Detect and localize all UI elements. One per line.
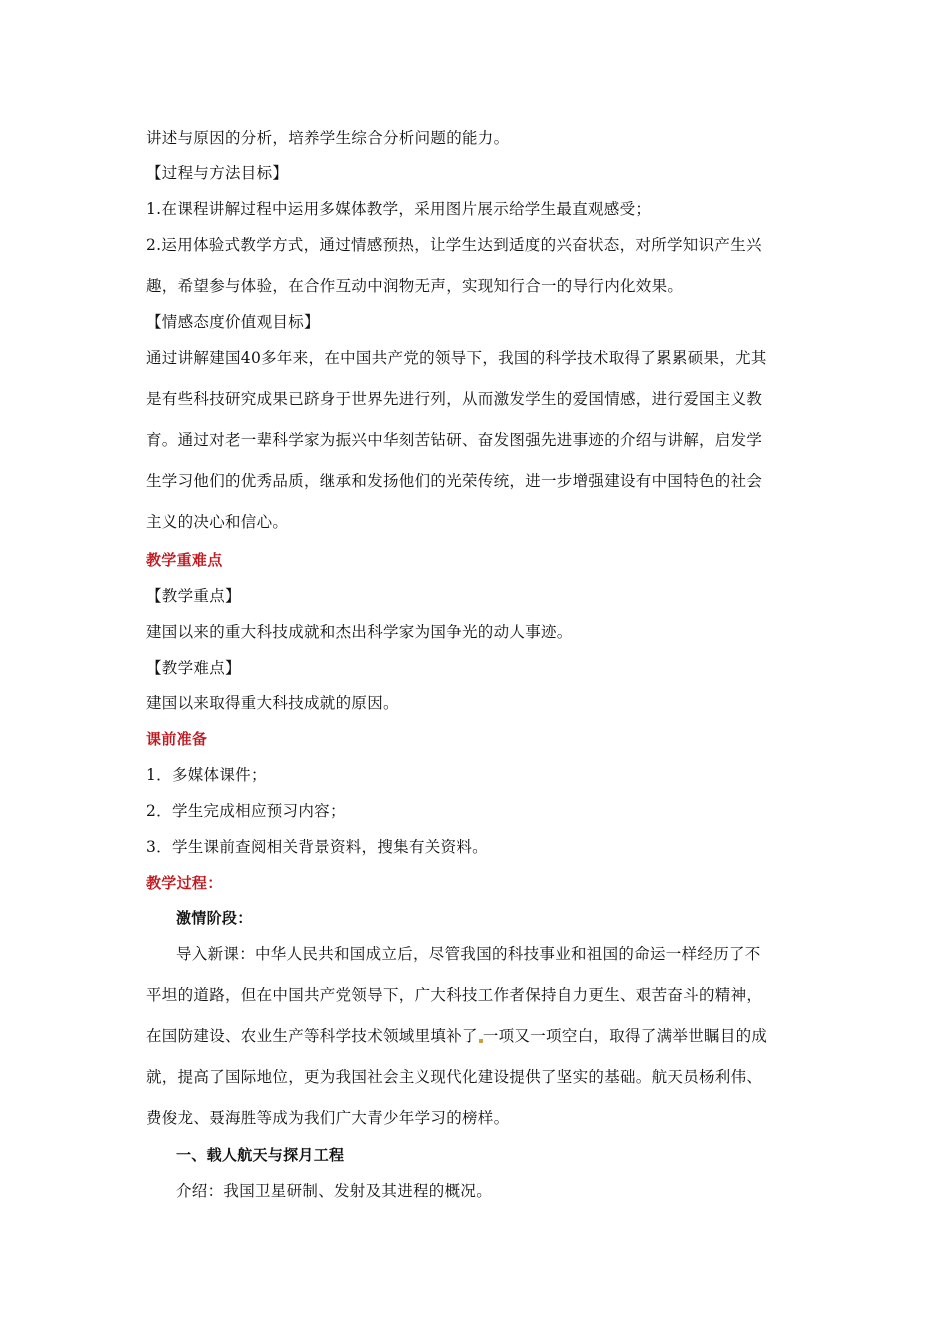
heading-difficulty: 【教学难点】	[146, 659, 241, 677]
paragraph-line: 主义的决心和信心。	[146, 513, 289, 531]
section-heading-preparation: 课前准备	[146, 730, 208, 748]
text-span: 在国防建设、农业生产等科学技术领域里填补了	[146, 1027, 478, 1045]
paragraph-line: 是有些科技研究成果已跻身于世界先进行列，从而激发学生的爱国情感，进行爱国主义教	[146, 390, 763, 408]
list-item: 3．学生课前查阅相关背景资料，搜集有关资料。	[146, 838, 488, 856]
section-heading-teaching-process: 教学过程：	[146, 874, 223, 892]
paragraph-line: 1.在课程讲解过程中运用多媒体教学，采用图片展示给学生最直观感受；	[146, 200, 652, 218]
stage-heading: 激情阶段：	[176, 909, 253, 927]
paragraph-line: 建国以来的重大科技成就和杰出科学家为国争光的动人事迹。	[146, 623, 573, 641]
paragraph-line: 费俊龙、聂海胜等成为我们广大青少年学习的榜样。	[146, 1109, 510, 1127]
section-heading-key-points: 教学重难点	[146, 551, 223, 569]
section-heading-space: 一、载人航天与探月工程	[176, 1146, 345, 1164]
list-item: 2．学生完成相应预习内容；	[146, 802, 346, 820]
heading-focus: 【教学重点】	[146, 587, 241, 605]
paragraph-line: 2.运用体验式教学方式，通过情感预热，让学生达到适度的兴奋状态，对所学知识产生兴	[146, 236, 762, 254]
heading-emotion-goals: 【情感态度价值观目标】	[146, 313, 320, 331]
paragraph-line	[146, 1026, 767, 1046]
paragraph-line: 育。通过对老一辈科学家为振兴中华刻苦钻研、奋发图强先进事迹的介绍与讲解，启发学	[146, 431, 763, 449]
paragraph-line: 平坦的道路，但在中国共产党领导下，广大科技工作者保持自力更生、艰苦奋斗的精神，	[146, 986, 763, 1004]
paragraph-line: 生学习他们的优秀品质，继承和发扬他们的光荣传统，进一步增强建设有中国特色的社会	[146, 472, 763, 490]
heading-process-goals: 【过程与方法目标】	[146, 164, 289, 182]
paragraph-line: 导入新课：中华人民共和国成立后，尽管我国的科技事业和祖国的命运一样经历了不	[176, 945, 761, 963]
paragraph-line: 通过讲解建国40多年来，在中国共产党的领导下，我国的科学技术取得了累累硕果，尤其	[146, 349, 767, 367]
text-span: 一项又一项空白，取得了满举世瞩目的成	[482, 1027, 768, 1045]
paragraph-line: 介绍：我国卫星研制、发射及其进程的概况。	[176, 1182, 493, 1200]
paragraph-line: 讲述与原因的分析，培养学生综合分析问题的能力。	[146, 129, 510, 147]
paragraph-line: 就，提高了国际地位，更为我国社会主义现代化建设提供了坚实的基础。航天员杨利伟、	[146, 1068, 763, 1086]
paragraph-line: 趣，希望参与体验，在合作互动中润物无声，实现知行合一的导行内化效果。	[146, 277, 684, 295]
list-item: 1．多媒体课件；	[146, 766, 267, 784]
paragraph-line: 建国以来取得重大科技成就的原因。	[146, 694, 399, 712]
